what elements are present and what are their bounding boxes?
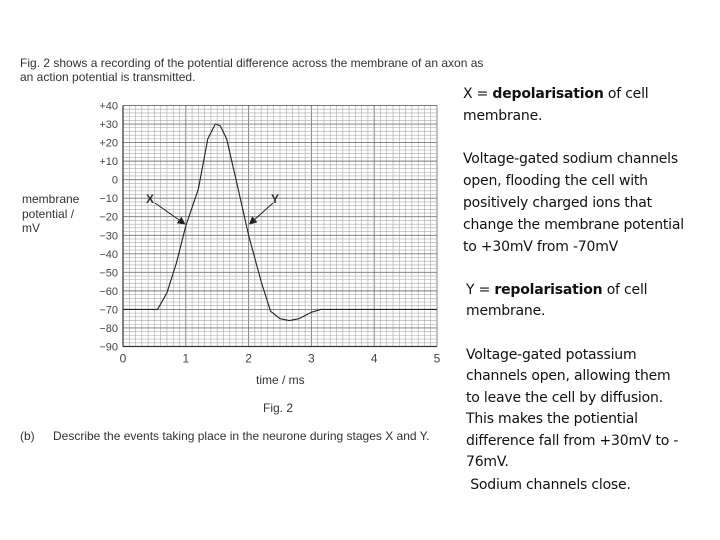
y-tick-label: −50 [99, 267, 118, 280]
x-body-2: open, flooding the cell with [463, 173, 648, 189]
y-tick-label: −40 [99, 248, 118, 261]
y-tick-label: +30 [99, 119, 118, 132]
answer-panel [460, 86, 720, 540]
y-tick-label: +10 [99, 156, 118, 169]
y-tick-label: −30 [99, 230, 118, 243]
y-axis-label-2: potential / [22, 207, 75, 221]
y-tick-label: −70 [99, 304, 118, 317]
x-tick-label: 3 [308, 351, 315, 366]
x-body-3: positively charged ions that [463, 195, 652, 211]
x-tick-label: 5 [433, 351, 441, 366]
figure-caption: Fig. 2 [263, 401, 294, 415]
y-body-2: channels open, allowing them [466, 368, 671, 384]
x-tick-label: 0 [119, 351, 127, 366]
y-tick-label: +40 [99, 100, 118, 113]
x-heading [463, 86, 648, 102]
y-axis-label-3: mV [22, 221, 40, 235]
y-body-7: Sodium channels close. [466, 477, 631, 493]
x-heading-prefix: X = [463, 86, 493, 102]
y-tick-label: −80 [99, 322, 118, 335]
x-heading-suffix: of cell [603, 86, 649, 102]
part-question [53, 429, 429, 443]
part-label: (b) [20, 429, 35, 443]
y-axis-label-1: membrane [22, 192, 80, 206]
y-body-1: Voltage-gated potassium [466, 347, 637, 363]
y-body-6: 76mV. [466, 454, 509, 470]
y-tick-label: −60 [99, 285, 118, 298]
x-tick-label: 2 [245, 351, 252, 366]
y-tick-label: 0 [111, 174, 118, 187]
annotation-y-label: Y [271, 192, 280, 206]
x-body-1: Voltage-gated sodium channels [463, 151, 678, 167]
y-tick-label: −10 [99, 193, 118, 206]
x-body-4: change the membrane potential [463, 217, 684, 233]
y-heading-prefix: Y = [466, 282, 495, 298]
x-axis-label: time / ms [256, 373, 305, 387]
y-body-3: to leave the cell by diffusion. [466, 390, 663, 406]
question-intro-line-1: Fig. 2 shows a recording of the potential difference across the membrane of an axon as [20, 56, 484, 70]
y-tick-label: −20 [99, 211, 118, 224]
y-tick-label: +20 [99, 137, 118, 150]
x-heading-term: depolarisation [492, 86, 604, 102]
y-heading [466, 282, 647, 298]
x-tick-label: 4 [370, 351, 378, 366]
y-heading-term: repolarisation [494, 282, 603, 298]
x-heading-line2: membrane. [463, 108, 543, 124]
annotation-x-label: X [146, 192, 155, 206]
annotation-x-arrow [155, 203, 185, 224]
part-question-text: Describe the events taking place in the neurone during stages X and Y. [53, 429, 430, 443]
y-heading-suffix: of cell [602, 282, 648, 298]
x-body-5: to +30mV from -70mV [463, 239, 619, 255]
y-tick-label: −90 [99, 341, 118, 354]
question-intro-line-2: an action potential is transmitted. [20, 70, 196, 84]
x-tick-label: 1 [182, 351, 190, 366]
y-body-5: difference fall from +30mV to - [466, 433, 679, 449]
y-body-4: This makes the potiential [466, 411, 638, 427]
y-heading-line2: membrane. [466, 303, 546, 319]
